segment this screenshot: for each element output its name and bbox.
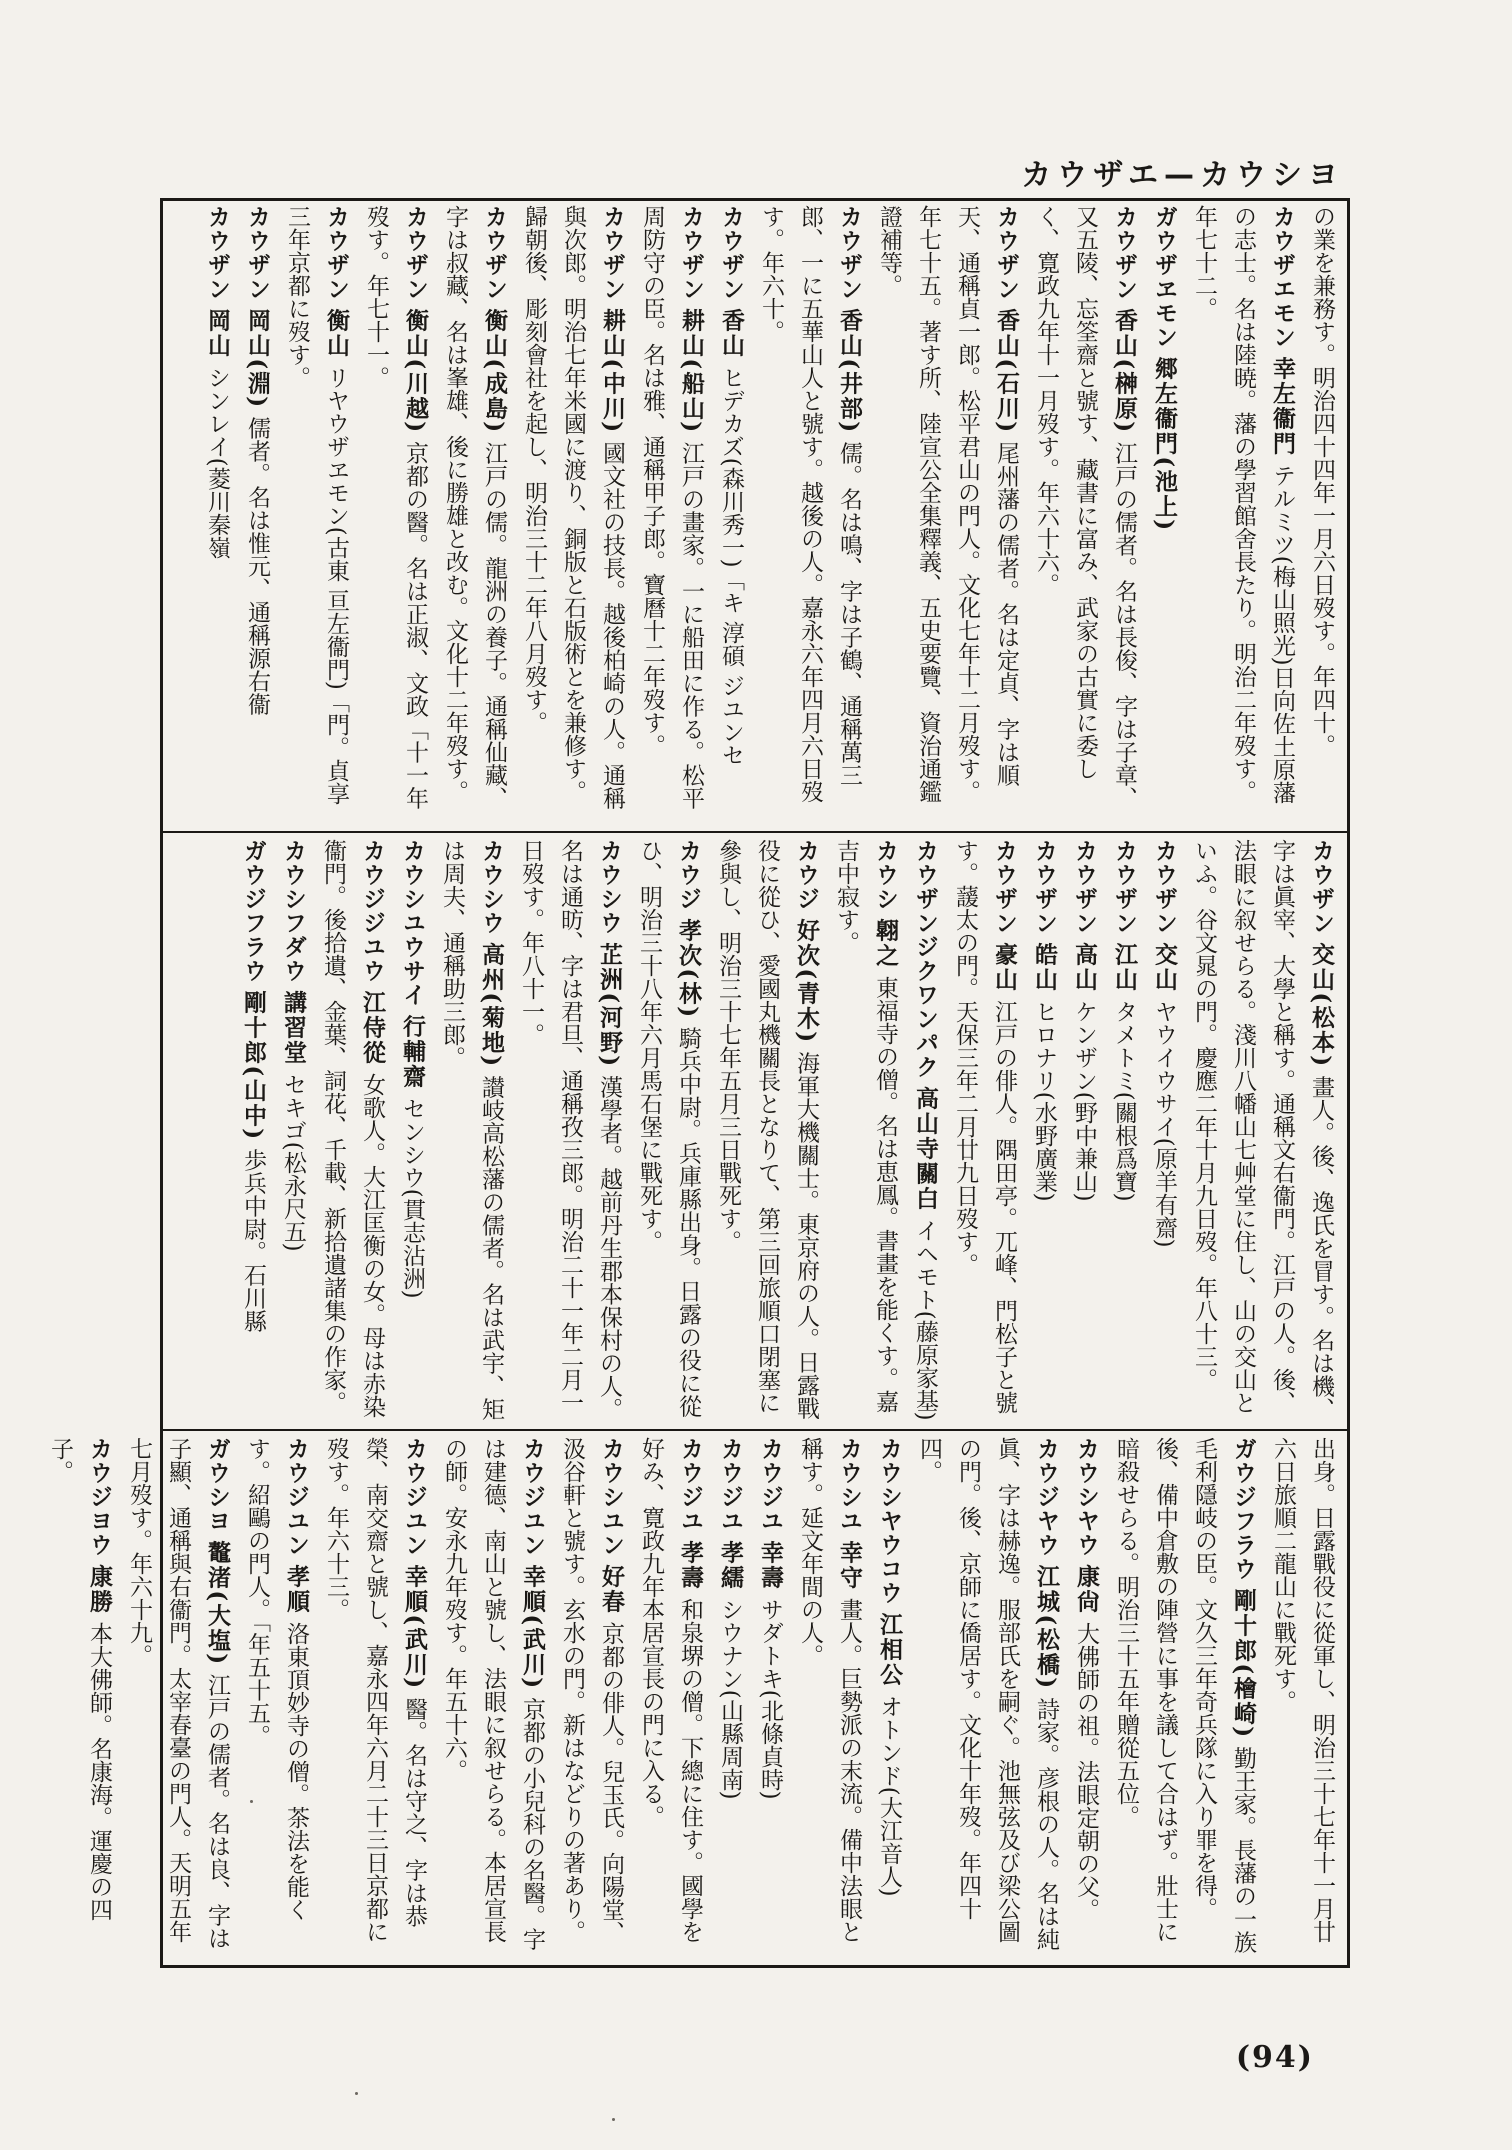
entry-reading: カウシヤウコウ [876, 1437, 902, 1605]
entry-reading: カウジユ [677, 1437, 703, 1533]
entry-headword: 幸左衞門 [1269, 356, 1296, 457]
dictionary-entry [1184, 205, 1302, 825]
entry-description: 畫人。巨勢派の末流。備中法眼と稱す。延文年間の人。 [797, 1437, 862, 1943]
entry-description: 勤王家。長藩の一族毛利隱岐の臣。文久三年奇兵隊に入り罪を得。後、備中倉敷の陣營に事を議して合はず。壯士に暗殺せらる。明治三十五年贈從五位。 [1113, 1437, 1256, 1954]
dictionary-entry [790, 1437, 869, 1961]
entry-reading: カウザエモン [1269, 205, 1295, 349]
entry-headword: 江山 [1111, 942, 1138, 993]
entry-reading: カウザン [1111, 205, 1137, 301]
entry-headword: 衡山 [323, 308, 350, 359]
entry-headword: 剛十郎(山中) [240, 990, 267, 1142]
lower-section [47, 1437, 1341, 1961]
entry-description: 醫。名は守之、字は恭榮、南交齋と號し、嘉永四年六月二十三日京都に歿す。年六十三。 [323, 1437, 427, 1943]
dictionary-entry [631, 1437, 710, 1961]
entry-description: 本大佛師。名康海。運慶の四子。 [47, 1437, 112, 1921]
entry-description: の業を兼務す。明治四十四年一月六日歿す。年四十。 [1309, 205, 1335, 757]
entry-description: 出身。日露戰役に從軍し、明治三十七年十一月廿六日旅順二龍山に戰死す。 [1270, 1437, 1335, 1943]
entry-headword: 孝順 [283, 1564, 310, 1615]
entry-headword: 衡山(成島) [481, 308, 508, 435]
dictionary-entry [237, 1437, 316, 1961]
entry-description: 畫人。後、逸氏を冒す。名は機、字は眞宰、大學と稱す。通稱文右衞門。江戸の人。後、法眼に叙せらる。淺川八幡山七艸堂に住し、山の交山といふ。谷文晁の門。慶應二年十月九日歿。年八十三。 [1191, 839, 1334, 1421]
entry-headword: 幸壽 [757, 1540, 784, 1591]
entry-headword: 交山 [1151, 942, 1178, 993]
entry-description: 歩兵中尉。石川縣 [240, 1148, 266, 1333]
entry-headword: 高山 [1071, 942, 1098, 993]
entry-reading: カウジユン [401, 1437, 427, 1557]
entry-description: 東福寺の僧。名は恵鳳。書畫を能くす。嘉吉中寂す。 [833, 839, 898, 1413]
entry-headword: 幸順(武川) [401, 1564, 428, 1691]
entry-headword: 講習堂 [280, 990, 307, 1066]
dictionary-entry [514, 205, 632, 825]
entry-reading: カウシユン [598, 1437, 624, 1557]
entry-headword: 好次(青木) [793, 918, 820, 1045]
entry-description: シウナン(山縣周南) [717, 1597, 743, 1800]
lower-section-text [47, 1437, 1341, 1961]
entry-reading: ガウジフラウ [1230, 1437, 1256, 1581]
scan-speck [250, 1800, 253, 1803]
dictionary-entry [1144, 205, 1184, 825]
entry-headword: 翺之 [872, 918, 899, 969]
dictionary-entry [710, 1437, 750, 1961]
entry-reading: カウシユウサイ [399, 839, 425, 1007]
entry-description: 江戸の畫家。一に船田に作る。松平周防守の臣。名は雅、通稱甲子郎。寶曆十二年歿す。 [639, 205, 704, 810]
entry-headword: 好春 [598, 1564, 625, 1615]
section-divider [163, 1429, 1347, 1431]
entry-description: ヒロナリ(水野廣業) [1031, 999, 1057, 1202]
dictionary-entry [277, 205, 356, 825]
entry-reading: カウザン [836, 205, 862, 301]
entry-description: 騎兵中尉。兵庫縣出身。日露の役に從ひ、明治三十八年六月馬石堡に戰死す。 [636, 839, 701, 1418]
dictionary-entry [1104, 839, 1144, 1421]
dictionary-entry [237, 205, 277, 825]
dictionary-entry [751, 205, 869, 825]
entry-reading: カウザン [599, 205, 625, 301]
dictionary-entry [945, 839, 1024, 1421]
dictionary-entry [273, 839, 313, 1421]
entry-description: 漢學者。越前丹生郡本保村の人。名は通昉、字は君旦、通稱孜三郎。明治二十一年二月一日歿す。年八十一。 [518, 839, 622, 1421]
entry-description: ヒデカズ(森川秀一)「キ 淳碩 ジユンセ [718, 365, 744, 767]
dictionary-entry [552, 1437, 631, 1961]
entry-headword: 岡山(淵) [244, 308, 271, 410]
entry-reading: カウザン [1308, 839, 1334, 935]
dictionary-entry [826, 839, 905, 1421]
entry-headword: 香山 [718, 308, 745, 359]
entry-description: 大佛師の祖。法眼定朝の父。 [1073, 1621, 1099, 1921]
entry-headword: 鼇渚(大塩) [204, 1540, 231, 1667]
entry-reading: ガウシヨ [204, 1437, 230, 1533]
scan-speck [612, 2118, 615, 2121]
entry-description: オトンド(大江音人) [876, 1694, 902, 1897]
entry-description: 江戸の儒。龍洲の養子。通稱仙藏、字は叔藏、名は峯雄、後に勝雄と改む。文化十二年歿す。 [442, 205, 507, 810]
running-head: カウザエ—カウシヨ [1021, 158, 1344, 193]
entry-description: 尾州藩の儒者。名は定貞、字は順天、通稱貞一郎。松平君山の門人。文化七年十二月歿す。年七十五。著す所、陸宣公全集釋義、五史要覽、資治通鑑證補等。 [876, 205, 1019, 803]
entry-description: 讃岐高松藩の儒者。名は武宇、矩は周夫、通稱助三郎。 [439, 839, 504, 1421]
upper-section-text [169, 205, 1341, 825]
entry-description: 國文社の技長。越後柏崎の人。通稱與次郎。明治七年米國に渡り、銅版と石版術とを兼修す。歸朝後、彫刻會社を起し、明治三十二年八月歿す。 [521, 205, 625, 810]
dictionary-entry [629, 839, 708, 1421]
entry-reading: カウザン [323, 205, 349, 301]
middle-section [169, 839, 1341, 1421]
entry-description: リヤウザヱモン(古東 亘左衞門)「門。貞享三年京都に歿す。 [284, 205, 349, 805]
entry-headword: 孝繻 [717, 1540, 744, 1591]
entry-reading: カウザン [1111, 839, 1137, 935]
entry-headword: 孝次(林) [675, 918, 702, 1020]
entry-headword: 康勝 [86, 1564, 113, 1615]
entry-reading: カウシユ [836, 1437, 862, 1533]
entry-headword: 孝壽 [677, 1540, 704, 1591]
entry-headword: 江城(松橋) [1033, 1564, 1060, 1691]
entry-reading: ガウジフラウ [240, 839, 266, 983]
entry-reading: カウザン [244, 205, 270, 301]
entry-reading: カウジ [793, 839, 819, 911]
entry-headword: 耕山(中川) [599, 308, 626, 435]
dictionary-entry [1026, 205, 1144, 825]
entry-description: セキゴ(松永尺五) [280, 1072, 306, 1252]
entry-headword: 高州(菊地) [478, 942, 505, 1069]
dictionary-frame [47, 198, 1350, 1968]
entry-description: センシウ(貫志沾洲) [399, 1096, 425, 1299]
entry-description: 女歌人。大江匡衡の女。母は赤染衞門。後拾遺、金葉、詞花、千載、新拾遺諸集の作家。 [320, 839, 385, 1418]
entry-reading: カウシウ [478, 839, 504, 935]
dictionary-entry [1064, 839, 1104, 1421]
entry-description: 和泉堺の僧。下總に住す。國學を好み、寛政九年本居宣長の門に入る。 [638, 1437, 703, 1943]
entry-description: イヘモト(藤原家基) [912, 1218, 938, 1421]
entry-headword: 幸守 [836, 1540, 863, 1591]
entry-description: タメトミ(關根爲寶) [1111, 999, 1137, 1202]
entry-headword: 行輔齋 [399, 1014, 426, 1090]
entry-reading: ガウザヱモン [1151, 205, 1177, 349]
entry-description: 詩家。彦根の人。名は純眞、字は赫逸。服部氏を嗣ぐ。池無弦及び梁公圖の門。後、京師に僑居す。文化十年歿。年四十四。 [916, 1437, 1059, 1951]
dictionary-entry [434, 1437, 552, 1961]
dictionary-entry [711, 205, 751, 825]
entry-description: 京都の俳人。兒玉氏。向陽堂、汲谷軒と號す。玄水の門。新はなどりの著あり。 [559, 1437, 624, 1944]
dictionary-entry [750, 1437, 790, 1961]
entry-headword: 康尙 [1073, 1564, 1100, 1615]
entry-reading: カウジユ [757, 1437, 783, 1533]
entry-reading: カウジヤウ [1033, 1437, 1059, 1557]
entry-reading: カウザン [678, 205, 704, 301]
dictionary-entry [432, 839, 511, 1421]
entry-headword: 高山寺關白 [912, 1086, 939, 1212]
entry-description: 儒。名は鳴、字は子鶴、通稱萬三郎、一に五華山人と號す。越後の人。嘉永六年四月六日歿す。年六十。 [758, 205, 862, 803]
dictionary-entry [316, 1437, 434, 1961]
entry-reading: カウザンジクワンパク [912, 839, 938, 1079]
dictionary-entry [869, 1437, 909, 1961]
entry-reading: カウザン [1071, 839, 1097, 935]
dictionary-entry [233, 839, 273, 1421]
page-number: (94) [1235, 2040, 1314, 2075]
dictionary-entry [1066, 1437, 1106, 1961]
entry-description: 洛東頂妙寺の僧。茶法を能くす。紹鷗の門人。「年五十五。 [244, 1437, 309, 1921]
entry-reading: カウザン [481, 205, 507, 301]
entry-reading: カウジユン [283, 1437, 309, 1557]
entry-description: 海軍大機關士。東京府の人。日露戰役に從ひ、愛國丸機關長となりて、第三回旅順口閉塞に參與し、明治三十七年五月三日戰死す。 [715, 839, 819, 1420]
dictionary-entry [909, 1437, 1066, 1961]
entry-reading: カウシウ [596, 839, 622, 935]
entry-description: シンレイ(菱川秦嶺 [204, 365, 230, 559]
entry-description: サダトキ(北條貞時) [757, 1597, 783, 1800]
entry-reading: カウザン [402, 205, 428, 301]
dictionary-entry [197, 205, 237, 825]
entry-headword: 豪山 [991, 942, 1018, 993]
dictionary-entry [869, 205, 1026, 825]
entry-headword: 郷左衞門(池上) [1151, 356, 1178, 533]
entry-reading: カウザン [718, 205, 744, 301]
entry-headword: 香山(井部) [836, 308, 863, 435]
entry-headword: 耕山(船山) [678, 308, 705, 435]
entry-reading: カウジヨウ [86, 1437, 112, 1557]
dictionary-entry [1302, 205, 1341, 825]
entry-description: 江戸の儒者。名は長俊、字は子章、又五陵、忘筌齋と號す、藏書に富み、武家の古實に委しく、寛政九年十一月歿す。年六十六。 [1033, 205, 1137, 810]
entry-reading: カウザン [991, 839, 1017, 935]
entry-headword: 芷洲(河野) [596, 942, 623, 1069]
entry-description: ヤウイウサイ(原羊有齋) [1151, 999, 1177, 1248]
entry-reading: カウシフダウ [280, 839, 306, 983]
entry-reading: カウザン [993, 205, 1019, 301]
entry-reading: カウジジユウ [359, 839, 385, 983]
entry-headword: 交山(松本) [1308, 942, 1335, 1069]
entry-description: 江戸の儒者。名は良、字は子顯、通稱與右衞門。太宰春臺の門人。天明五年七月歿す。年六十九。 [126, 1437, 230, 1950]
entry-headword: 皓山 [1031, 942, 1058, 993]
dictionary-entry [435, 205, 514, 825]
entry-headword: 幸順(武川) [519, 1564, 546, 1691]
dictionary-entry [313, 839, 392, 1421]
entry-description: 江戸の俳人。隅田亭。兀峰、門松子と號す。蘐太の門。天保三年二月廿九日歿す。 [952, 839, 1017, 1414]
entry-description: 儒者。名は惟元、通稱源右衞 [244, 416, 270, 716]
dictionary-entry [1024, 839, 1064, 1421]
dictionary-entry [1144, 839, 1184, 1421]
upper-section [169, 205, 1341, 825]
entry-headword: 衡山(川越) [402, 308, 429, 435]
dictionary-entry [511, 839, 629, 1421]
dictionary-entry [708, 839, 826, 1421]
entry-reading: カウシ [872, 839, 898, 911]
entry-reading: カウシヤウ [1073, 1437, 1099, 1557]
dictionary-entry [1184, 839, 1341, 1421]
dictionary-entry [632, 205, 711, 825]
entry-reading: カウザン [204, 205, 230, 301]
entry-headword: 岡山 [204, 308, 231, 359]
entry-description: 京都の小兒科の名醫。字は建德、南山と號し、法眼に叙せらる。本居宣長の師。安永九年歿す。年五十六。 [441, 1437, 545, 1951]
dictionary-entry [119, 1437, 237, 1961]
dictionary-entry [392, 839, 432, 1421]
entry-reading: カウザン [1031, 839, 1057, 935]
entry-description: ケンザン(野中兼山) [1071, 999, 1097, 1202]
entry-headword: 香山(榊原) [1111, 308, 1138, 435]
dictionary-entry [1263, 1437, 1341, 1961]
dictionary-entry [905, 839, 945, 1421]
entry-headword: 剛十郎(檜崎) [1230, 1588, 1257, 1740]
entry-headword: 江相公 [876, 1612, 903, 1688]
entry-reading: カウザン [1151, 839, 1177, 935]
dictionary-entry [1106, 1437, 1263, 1961]
dictionary-entry [356, 205, 435, 825]
entry-headword: 江侍從 [359, 990, 386, 1066]
entry-reading: カウジ [675, 839, 701, 911]
entry-description: 京都の醫。名は正淑、文政「十一年歿す。年七十一。 [363, 205, 428, 810]
scan-speck [355, 2092, 358, 2095]
entry-description: テルミツ(梅山照光)日向佐土原藩の志士。名は陸暁。藩の學習館舍長たり。明治二年歿す。年七十二。 [1191, 205, 1295, 804]
entry-headword: 香山(石川) [993, 308, 1020, 435]
section-divider [163, 831, 1347, 833]
entry-reading: カウジユン [519, 1437, 545, 1557]
entry-reading: カウジユ [717, 1437, 743, 1533]
dictionary-entry [40, 1437, 119, 1961]
middle-section-text [169, 839, 1341, 1421]
